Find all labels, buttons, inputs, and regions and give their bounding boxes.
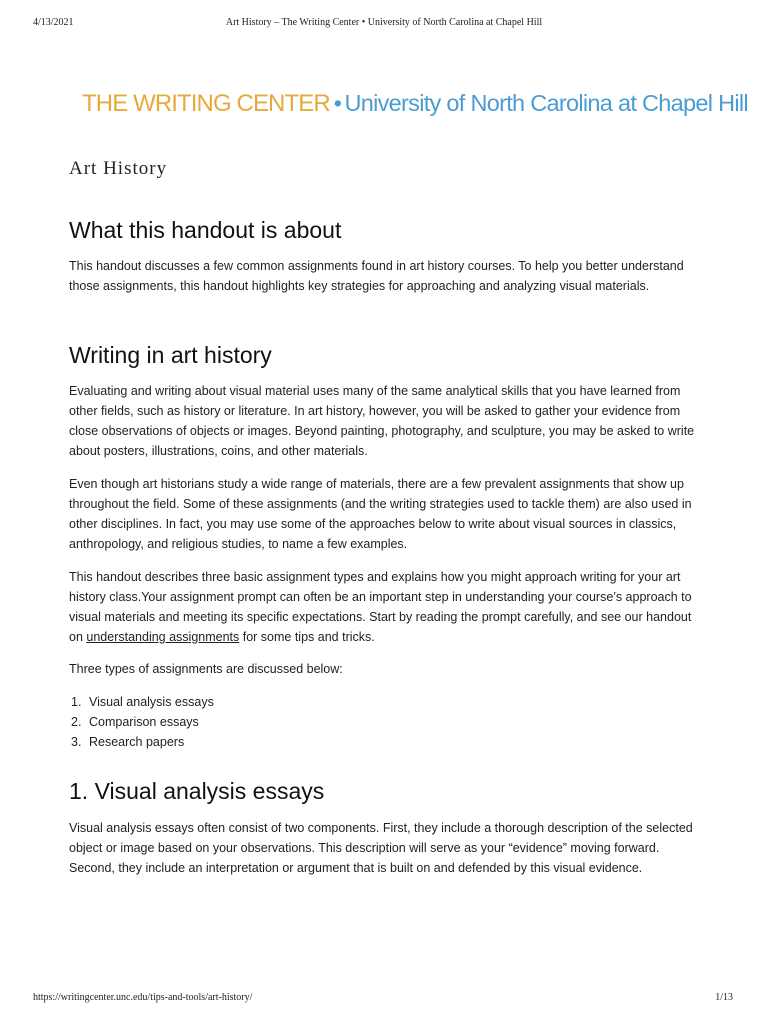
heading-visual-analysis: 1. Visual analysis essays xyxy=(69,778,325,804)
paragraph-writing-3-tail: for some tips and tricks. xyxy=(239,630,375,644)
logo-writing-center-text: THE WRITING CENTER xyxy=(82,90,330,117)
paragraph-about: This handout discusses a few common assignments found in art history courses. To help you better understand those assignments, this handout highlights key strategies for approaching and analyzing visual materials. xyxy=(69,259,684,293)
assignment-types-list xyxy=(69,692,214,752)
paragraph-writing-3 xyxy=(69,567,699,647)
heading-about: What this handout is about xyxy=(69,217,342,243)
logo-university-text: University of North Carolina at Chapel Hill xyxy=(344,90,748,116)
print-url: https://writingcenter.unc.edu/tips-and-tools/art-history/ xyxy=(33,992,253,1003)
print-header xyxy=(0,17,768,31)
paragraph-writing-2: Even though art historians study a wide range of materials, there are a few prevalent assignments that show up throughout the field. Some of these assignments (and the writing strategies used to tackle them) are also used in other disciplines. In fact, you may use some of the approaches below to write about visual sources in classics, anthropology, and religious studies, to name a few examples. xyxy=(69,477,692,551)
logo-separator: • xyxy=(333,90,342,116)
print-page-title: Art History – The Writing Center • University of North Carolina at Chapel Hill xyxy=(225,17,543,28)
page-title: Art History xyxy=(69,158,168,179)
list-intro: Three types of assignments are discussed below: xyxy=(69,662,343,676)
list-item: 3. Research papers xyxy=(71,735,185,749)
page-counter: 1/13 xyxy=(715,992,733,1003)
understanding-assignments-link[interactable]: understanding assignments xyxy=(86,630,240,644)
list-item: 1. Visual analysis essays xyxy=(71,695,214,709)
writing-center-logo[interactable] xyxy=(82,88,748,119)
paragraph-visual-analysis: Visual analysis essays often consist of two components. First, they include a thorough description of the selected object or image based on your observations. This description will serve as your “evidence” moving forward. Second, they include an interpretation or argument that is built on and defended by this visual evidence. xyxy=(69,821,693,875)
heading-writing: Writing in art history xyxy=(69,342,272,368)
list-item: 2. Comparison essays xyxy=(71,715,199,729)
paragraph-writing-1: Evaluating and writing about visual material uses many of the same analytical skills that you have learned from other fields, such as history or literature. In art history, however, you will be asked to gather your evidence from close observations of objects or images. Beyond painting, photography, and sculpture, you may be asked to write about posters, illustrations, coins, and other materials. xyxy=(69,384,695,458)
print-date: 4/13/2021 xyxy=(33,17,74,28)
paragraph-writing-3-text: This handout describes three basic assignment types and explains how you might approach writing for your art history class.Your assignment prompt can often be an important step in understanding your course’s approach to visual materials and meeting its specific expectations. Start by reading the prompt carefully, and see our handout on xyxy=(69,570,692,644)
